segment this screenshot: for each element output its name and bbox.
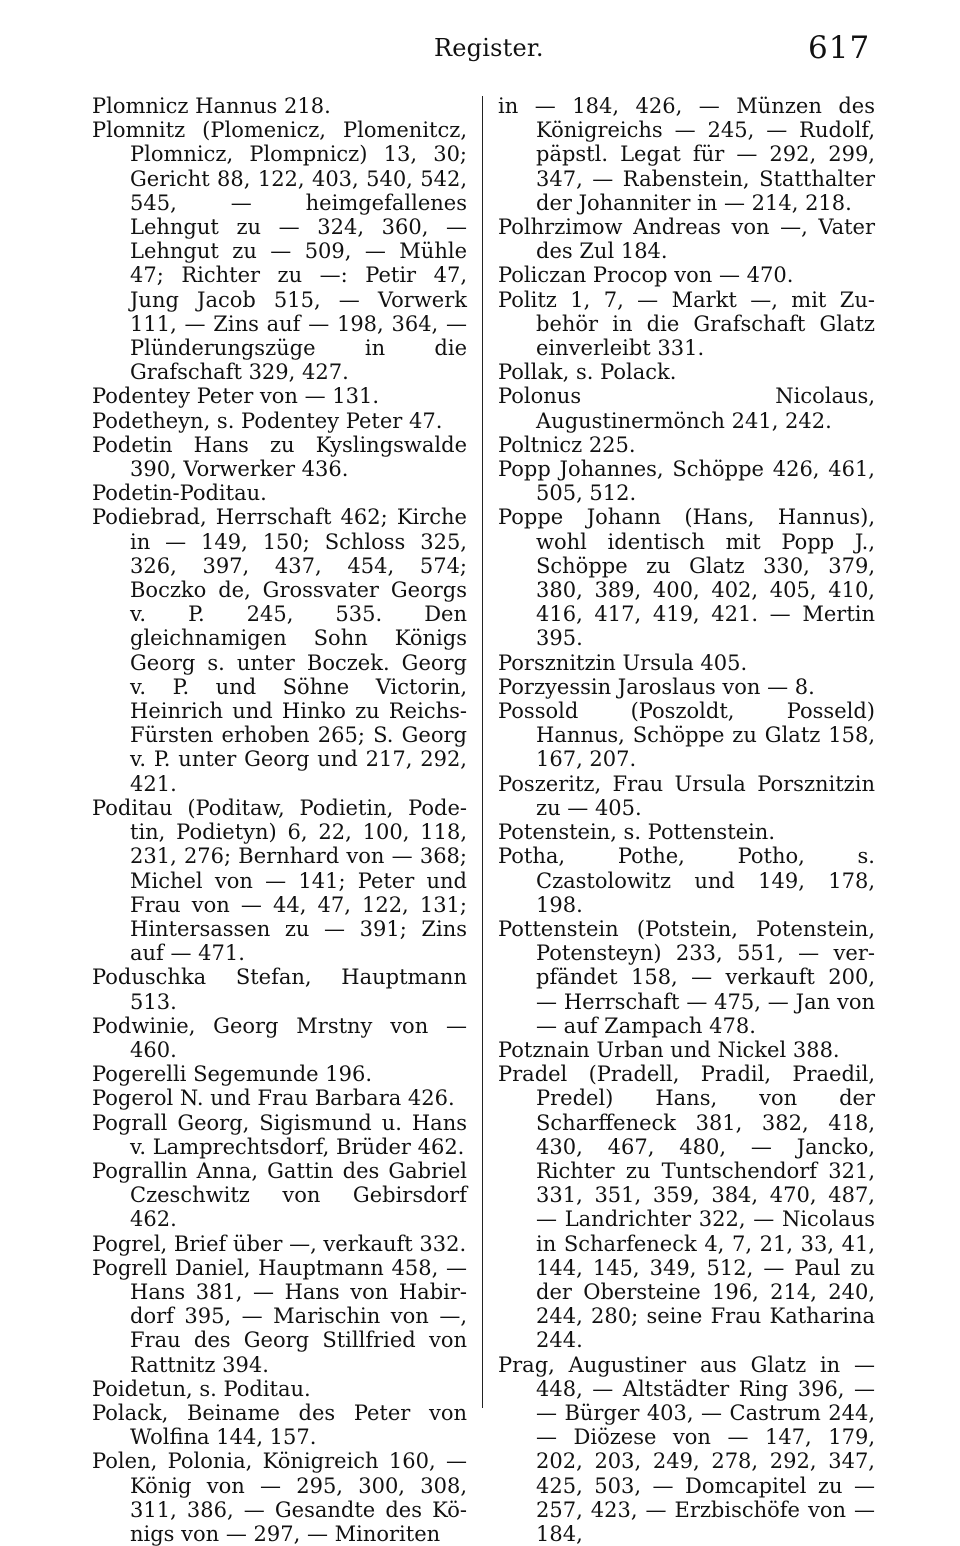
index-entry: Pograll Georg, Sigismund u. Hans v. Lamprechtsdorf, Brüder 462. (92, 1110, 467, 1159)
index-entry: Polhrzimow Andreas von —, Vater des Zul 184. (498, 215, 875, 264)
index-entry: Poidetun, s. Poditau. (92, 1376, 311, 1401)
index-entry: Pogrel, Brief über —, verkauft 332. (92, 1231, 467, 1256)
column-divider (482, 96, 483, 1408)
index-entry: Plomnicz Hannus 218. (92, 94, 331, 118)
index-entry: Pograllin Anna, Gattin des Gabriel Czeschwitz von Gebirsdorf 462. (92, 1158, 467, 1232)
index-entry: Politz 1, 7, — Markt —, mit Zubehör in die Grafschaft Glatz einverleibt 331. (498, 287, 875, 361)
index-entry: Poltnicz 225. (498, 432, 636, 457)
index-entry: Popp Johannes, Schöppe 426, 461, 505, 512. (498, 457, 875, 506)
index-column-right (498, 94, 875, 1546)
index-entry: Poduschka Stefan, Hauptmann 513. (92, 965, 467, 1014)
index-entry: Podetin Hans zu Kyslingswalde 390, Vorwerker 436. (92, 432, 467, 482)
index-entry: Podiebrad, Herrschaft 462; Kirche in — 149, 150; Schloss 325, 326, 397, 437, 454, 574; Boczko de, Grossvater Georgs v. P. 245, 535. Den gleichnamigen Sohn Königs Georg s. unter Boczek. Georg v. P. und Söhne Victorin, Heinrich und Hinko zu ReichsFürsten erhoben 265; S. Georg v. P. unter Georg und 217, 292, 421. (92, 505, 467, 796)
index-entry: Pogerol N. und Frau Barbara 426. (92, 1086, 455, 1111)
index-entry: Polack, Beiname des Peter von Wolfina 144, 157. (92, 1400, 467, 1450)
index-entry: Potznain Urban und Nickel 388. (498, 1037, 840, 1062)
index-entry: Pogerelli Segemunde 196. (92, 1062, 373, 1087)
index-entry: Pottenstein (Potstein, Potenstein, Potensteyn) 233, 551, — verpfändet 158, — verkauft 200, — Herrschaft — 475, — Jan von — auf Zampach 478. (498, 916, 875, 1038)
index-entry: Podetin-Poditau. (92, 481, 267, 506)
index-entry: Polen, Polonia, Königreich 160, — König von — 295, 300, 308, 311, 386, — Gesandte des Königs von — 297, — Minoriten (92, 1449, 467, 1546)
index-entry: Plomnitz (Plomenicz, Plomenitcz, Plomnicz, Plompnicz) 13, 30; Gericht 88, 122, 403, 540, 542, 545, — heimgefallenes Lehngut zu — 324, 360, — Lehngut zu — 509, — Mühle 47; Richter zu —: Petir 47, Jung Jacob 515, — Vorwerk 111, — Zins auf — 198, 364, — Plünderungszüge in die Grafschaft 329, 427. (92, 118, 467, 385)
index-entry-continuation: in — 184, 426, — Münzen des Königreichs — 245, — Rudolf, päpstl. Legat für — 292, 299, 347, — Rabenstein, Statthalter der Johanniter in — 214, 218. (498, 94, 875, 215)
index-entry: Potha, Pothe, Potho, s. Czastolowitz und 149, 178, 198. (498, 844, 875, 917)
index-entry: Potenstein, s. Pottenstein. (498, 820, 775, 845)
index-entry: Porzyessin Jaroslaus von — 8. (498, 674, 815, 699)
index-entry: Polonus Nicolaus, Augustinermönch 241, 242. (498, 384, 875, 433)
index-entry: Podwinie, Georg Mrstny von — 460. (92, 1013, 467, 1062)
index-entry: Podetheyn, s. Podentey Peter 47. (92, 408, 443, 433)
index-entry: Pollak, s. Polack. (498, 360, 677, 385)
index-entry: Poppe Johann (Hans, Hannus), wohl identisch mit Popp J., Schöppe zu Glatz 330, 379, 380, 389, 400, 402, 405, 410, 416, 417, 419, 421. — Mertin 395. (498, 505, 875, 651)
index-entry: Podentey Peter von — 131. (92, 384, 380, 409)
index-entry: Poditau (Poditaw, Podietin, Podetin, Podietyn) 6, 22, 100, 118, 231, 276; Bernhard von — 368; Michel von — 141; Peter und Frau von — 44, 47, 122, 131; Hintersassen zu — 391; Zins auf — 471. (92, 795, 467, 966)
page-number: 617 (808, 30, 871, 66)
index-entry: Pogrell Daniel, Hauptmann 458, — Hans 381, — Hans von Habirdorf 395, — Marischin von —, Frau des Georg Stillfried von Rattnitz 394. (92, 1255, 467, 1377)
index-entry: Possold (Poszoldt, Posseld) Hannus, Schöppe zu Glatz 158, 167, 207. (498, 699, 875, 772)
index-entry: Porsznitzin Ursula 405. (498, 650, 748, 675)
index-entry: Poszeritz, Frau Ursula Porsznitzin zu — 405. (498, 771, 875, 820)
index-entry: Pradel (Pradell, Pradil, Praedil, Predel) Hans, von der Scharffeneck 381, 382, 418, 430, 467, 480, — Jancko, Richter zu Tuntschendorf 321, 331, 351, 359, 384, 470, 487, — Landrichter 322, — Nicolaus in Scharfeneck 4, 7, 21, 33, 41, 144, 145, 349, 512, — Paul zu der Obersteine 196, 214, 240, 244, 280; seine Frau Katharina 244. (498, 1062, 875, 1353)
index-entry: Policzan Procop von — 470. (498, 263, 794, 288)
running-header: Register. (434, 34, 544, 62)
index-column-left (92, 94, 467, 1546)
index-entry: Prag, Augustiner aus Glatz in — 448, — Altstädter Ring 396, — — Bürger 403, — Castrum 244, — Diözese von — 147, 179, 202, 203, 249, 278, 292, 347, 425, 503, — Domcapitel zu — 257, 423, — Erzbischöfe von — 184, (498, 1352, 875, 1546)
